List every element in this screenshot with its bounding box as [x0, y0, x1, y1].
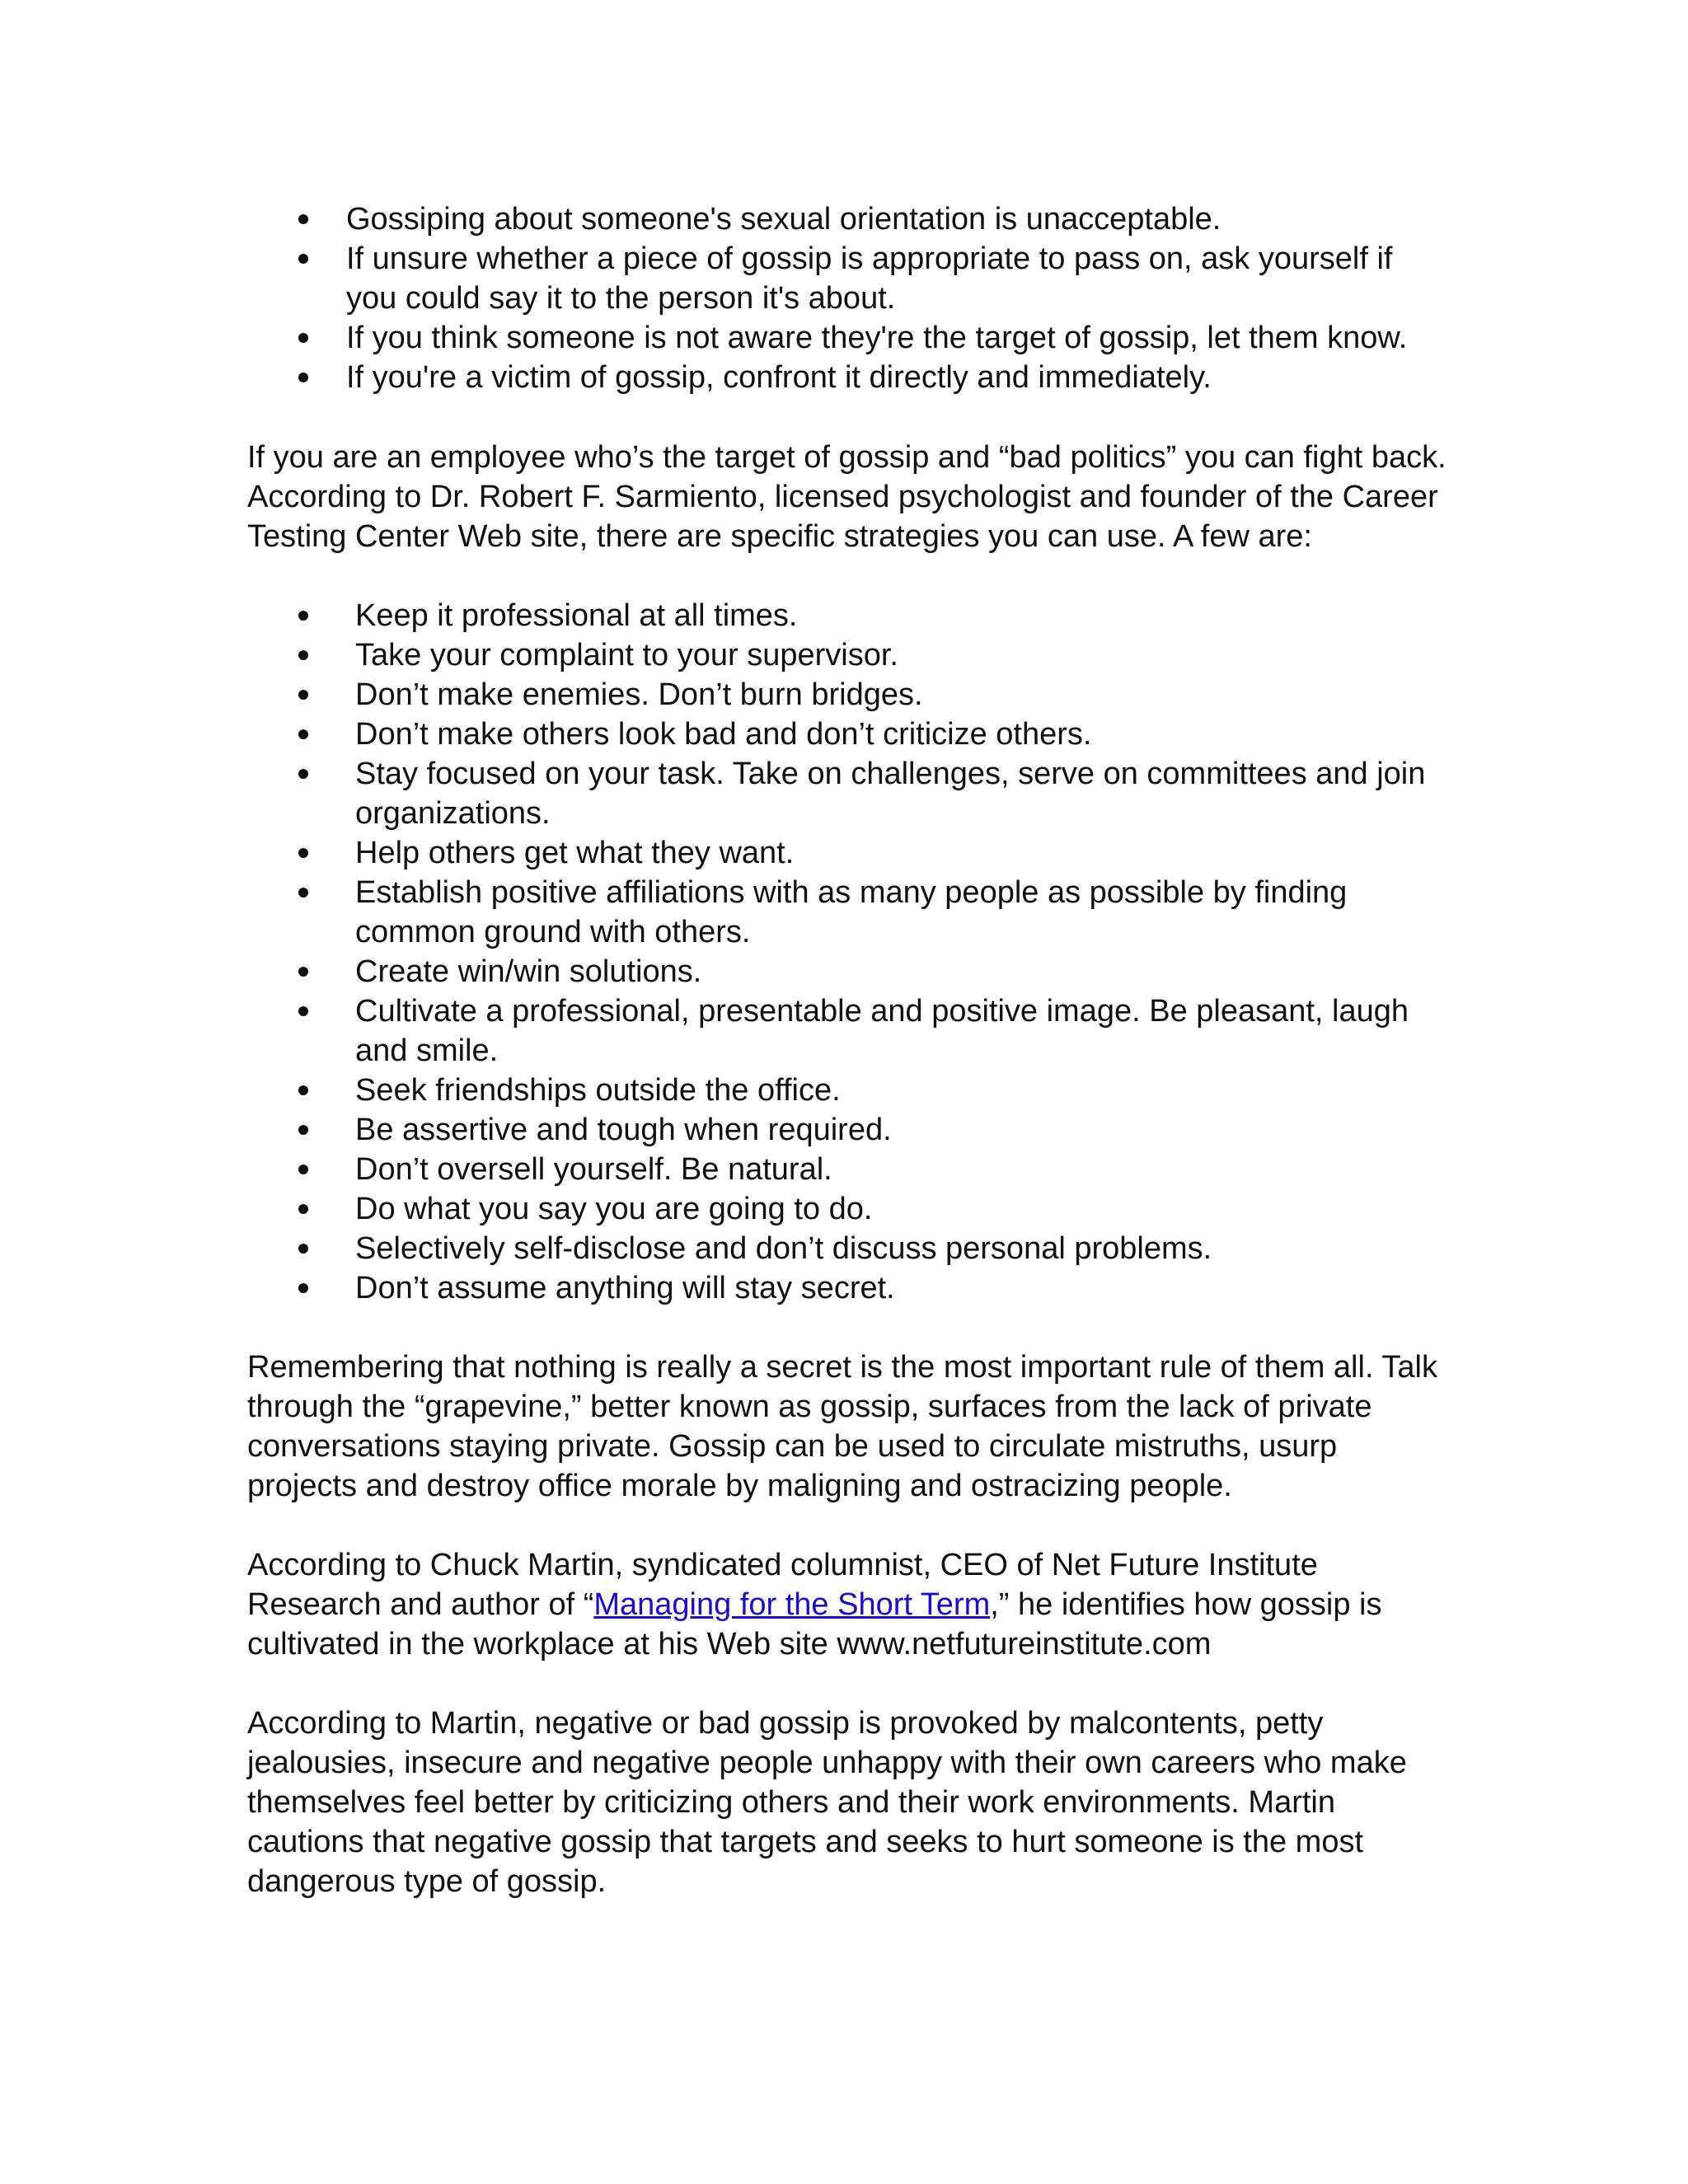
list-item-text: If unsure whether a piece of gossip is appropriate to pass on, ask yourself if you could say it to the person it's about.	[346, 241, 1393, 316]
bullet-icon	[298, 769, 308, 779]
bullet-icon	[298, 1006, 308, 1016]
list-item	[247, 952, 1451, 991]
bullet-icon	[298, 848, 308, 858]
document-body	[247, 199, 1451, 1901]
list-item	[247, 1189, 1451, 1229]
list-item-text: Keep it professional at all times.	[355, 598, 798, 633]
list-item-text: Do what you say you are going to do.	[355, 1192, 873, 1226]
bullet-icon	[298, 1125, 308, 1135]
list-item	[247, 635, 1451, 675]
list-item-text: Be assertive and tough when required.	[355, 1113, 892, 1147]
managing-short-term-link[interactable]: Managing for the Short Term	[593, 1587, 991, 1622]
paragraph-text-before-link: According to Chuck Martin, syndicated columnist, CEO of Net Future Institute Research and author of “	[247, 1548, 1318, 1622]
bullet-icon	[298, 611, 308, 621]
list-item	[247, 715, 1451, 754]
bullet-icon	[298, 650, 308, 660]
bullet-icon	[298, 1204, 308, 1214]
paragraph-chuck-martin	[247, 1545, 1451, 1664]
list-item-text: Don’t make enemies. Don’t burn bridges.	[355, 677, 923, 712]
list-item-text: Help others get what they want.	[355, 836, 795, 870]
bullet-icon	[298, 1283, 308, 1293]
list-item-text: Stay focused on your task. Take on challenges, serve on committees and join organizations.	[355, 757, 1426, 831]
list-item	[247, 596, 1451, 635]
bullet-icon	[298, 1165, 308, 1174]
list-item-text: Cultivate a professional, presentable and positive image. Be pleasant, laugh and smile.	[355, 994, 1409, 1068]
list-item-text: If you're a victim of gossip, confront it directly and immediately.	[346, 360, 1212, 395]
list-item	[247, 1229, 1451, 1268]
list-item-text: Create win/win solutions.	[355, 954, 702, 989]
list-item	[247, 1268, 1451, 1308]
strategies-list	[247, 596, 1451, 1308]
list-item-text: Don’t make others look bad and don’t criticize others.	[355, 717, 1092, 752]
list-item	[247, 873, 1451, 952]
bullet-icon	[298, 690, 308, 700]
bullet-icon	[298, 1085, 308, 1095]
list-item	[247, 754, 1451, 833]
bullet-icon	[298, 1244, 308, 1254]
list-item-text: Don’t oversell yourself. Be natural.	[355, 1152, 832, 1187]
list-item	[247, 239, 1451, 318]
bullet-icon	[298, 373, 308, 382]
list-item	[247, 833, 1451, 873]
list-item	[247, 991, 1451, 1071]
list-item	[247, 318, 1451, 358]
list-item-text: If you think someone is not aware they're the target of gossip, let them know.	[346, 321, 1408, 355]
list-item	[247, 358, 1451, 397]
list-item-text: Selectively self-disclose and don’t discuss personal problems.	[355, 1231, 1212, 1266]
list-item-text: Gossiping about someone's sexual orientation is unacceptable.	[346, 202, 1221, 237]
gossip-rules-list	[247, 199, 1451, 397]
list-item-text: Take your complaint to your supervisor.	[355, 638, 898, 673]
paragraph-fight-back: If you are an employee who’s the target of gossip and “bad politics” you can fight back. According to Dr. Robert F. Sarmiento, licensed psychologist and founder of the Career Testing Center Web site, there are specific strategies you can use. A few are:	[247, 440, 1447, 554]
list-item	[247, 1110, 1451, 1150]
paragraph-text-after-link: ,” he identifies how gossip is cultivated in the workplace at his Web site www.netfutureinstitute.com	[247, 1587, 1382, 1661]
list-item-text: Seek friendships outside the office.	[355, 1073, 841, 1108]
list-item	[247, 199, 1451, 239]
list-item	[247, 1150, 1451, 1189]
paragraph-secret-rule: Remembering that nothing is really a secret is the most important rule of them all. Talk through the “grapevine,” better known as gossip, surfaces from the lack of private conversations staying private. Gossip can be used to circulate mistruths, usurp projects and destroy office morale by maligning and ostracizing people.	[247, 1350, 1437, 1503]
bullet-icon	[298, 254, 308, 264]
bullet-icon	[298, 729, 308, 739]
list-item	[247, 1071, 1451, 1110]
bullet-icon	[298, 333, 308, 343]
paragraph-negative-gossip: According to Martin, negative or bad gossip is provoked by malcontents, petty jealousies, insecure and negative people unhappy with their own careers who make themselves feel better by criticizing others and their work environments. Martin cautions that negative gossip that targets and seeks to hurt someone is the most dangerous type of gossip.	[247, 1706, 1407, 1899]
bullet-icon	[298, 967, 308, 977]
bullet-icon	[298, 888, 308, 898]
list-item	[247, 675, 1451, 715]
list-item-text: Establish positive affiliations with as many people as possible by finding common ground with others.	[355, 875, 1348, 949]
bullet-icon	[298, 214, 308, 224]
list-item-text: Don’t assume anything will stay secret.	[355, 1271, 895, 1305]
